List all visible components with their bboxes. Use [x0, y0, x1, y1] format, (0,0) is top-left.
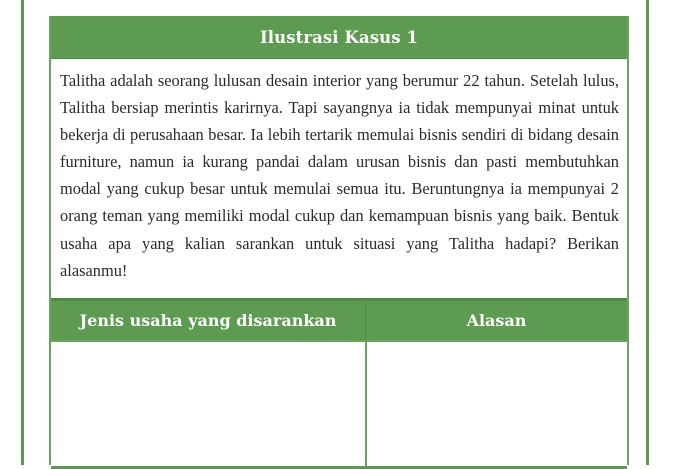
answer-table-header-row [51, 300, 627, 342]
header-reason: Alasan [366, 300, 628, 342]
case-description [51, 59, 627, 298]
answer-table [51, 298, 627, 469]
page-border-left [21, 0, 24, 465]
case-title: Ilustrasi Kasus 1 [51, 16, 627, 59]
case-illustration-box [49, 16, 629, 465]
case-paragraph: Talitha adalah seorang lulusan desain interior yang berumur 22 tahun. Setelah lulus, Talitha bersiap merintis karirnya. Tapi sayangnya ia tidak mempunyai minat untuk bekerja di perusahaan besar. Ia lebih tertarik memulai bisnis sendiri di bidang desain furniture, namun ia kurang pandai dalam urusan bisnis dan pasti membutuhkan modal yang cukup besar untuk memulai semua itu. Beruntungnya ia mempunyai 2 orang teman yang memiliki modal cukup dan kemampuan bisnis yang baik. Bentuk usaha apa yang kalian sarankan untuk situasi yang Talitha hadapi? Berikan alasanmu! [60, 71, 619, 280]
page-border-right [646, 0, 649, 465]
answer-table-row [51, 341, 627, 468]
answer-cell-reason[interactable] [366, 341, 628, 468]
answer-cell-business-type[interactable] [51, 341, 366, 468]
header-business-type: Jenis usaha yang disarankan [51, 300, 366, 342]
